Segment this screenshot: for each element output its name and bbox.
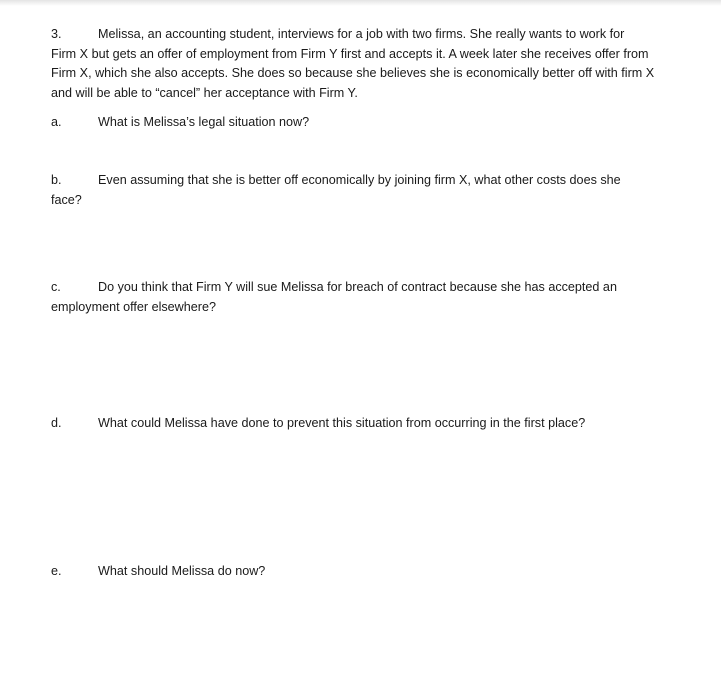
part-label: d. [51,416,62,430]
part-d [51,414,666,434]
part-text: Do you think that Firm Y will sue Melissa for breach of contract because she has accepted an [98,280,617,294]
top-edge-shadow [0,0,721,6]
question-number: 3. [51,27,62,41]
part-a [51,113,666,133]
part-label: c. [51,280,61,294]
part-text: Even assuming that she is better off economically by joining firm X, what other costs does she [98,173,621,187]
part-continuation: employment offer elsewhere? [51,299,216,314]
question-intro-rest: Firm X but gets an offer of employment from Firm Y first and accepts it. A week later she receives offer from Firm X, which she also accepts. She does so because she believes she is economically better off with firm X and will be able to “cancel” her acceptance with Firm Y. [51,46,655,100]
part-label: b. [51,173,62,187]
part-continuation: face? [51,192,82,207]
part-label: e. [51,564,62,578]
question-intro-first: Melissa, an accounting student, interviews for a job with two firms. She really wants to work for [98,27,625,41]
part-label: a. [51,115,62,129]
part-text: What should Melissa do now? [98,564,266,578]
part-e [51,562,666,582]
part-c [51,278,666,317]
question-intro [51,25,666,103]
question-first-line [51,25,666,45]
part-b [51,171,666,210]
part-text: What is Melissa’s legal situation now? [98,115,310,129]
part-text: What could Melissa have done to prevent this situation from occurring in the first place? [98,416,586,430]
